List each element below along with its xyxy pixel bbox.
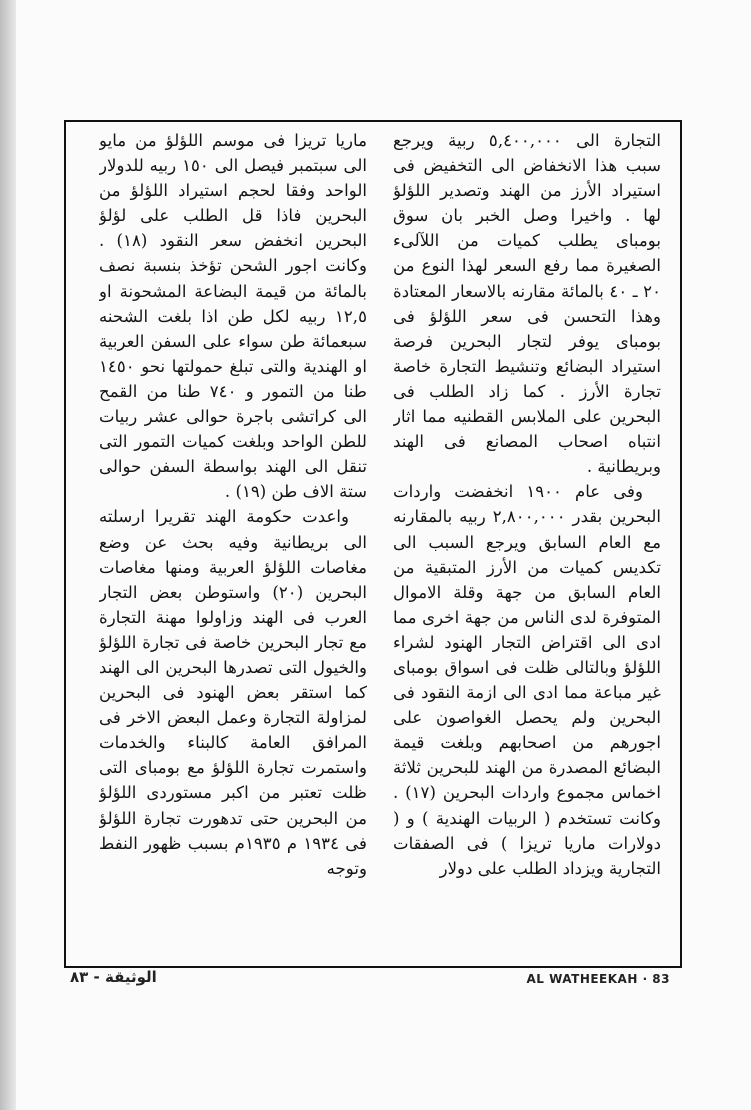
scan-gutter-shadow: [0, 0, 16, 1110]
footer-arabic-page-label: الوثيقة - ٨٣: [70, 968, 157, 986]
text-column-left: [99, 128, 367, 964]
paragraph: واعدت حكومة الهند تقريرا ارسلته الى بريطانية وفيه بحث عن وضع مغاصات اللؤلؤ العربية ومنها مغاصات البحرين (٢٠) واستوطن بعض التجار العرب فى الهند وزاولوا مهنة التجارة مع تجار البحرين خاصة فى تجارة اللؤلؤ والخيول التى تصدرها البحرين الى الهند كما استقر بعض الهنود فى البحرين لمزاولة التجارة وعمل البعض الاخر فى المرافق العامة كالبناء والخدمات واستمرت تجارة اللؤلؤ مع بومباى التى ظلت تعتبر من اكبر مستوردى اللؤلؤ من البحرين حتى تدهورت تجارة اللؤلؤ فى ١٩٣٤ م ١٩٣٥م بسبب ظهور النفط وتوجه: [99, 507, 367, 878]
paragraph: وفى عام ١٩٠٠ انخفضت واردات البحرين بقدر ٢,٨٠٠,٠٠٠ ربيه بالمقارنه مع العام السابق ويرجع السبب الى تكديس كميات من الأرز المتبقية من العام السابق من جهة وقلة الاموال المتوفرة لدى الناس من جهة اخرى مما ادى الى اقتراض التجار الهنود لشراء اللؤلؤ وبالتالى ظلت فى اسواق بومباى غير مباعة مما ادى الى ازمة النقود فى البحرين ولم يحصل الغواصون على اجورهم من اصحابهم وبلغت قيمة البضائع المصدرة من الهند للبحرين ثلاثة اخماس مجموع واردات البحرين (١٧) . وكانت تستخدم ( الربيات الهندية ) و ( دولارات ماريا تريزا ) فى الصفقات التجارية ويزداد الطلب على دولار: [393, 482, 661, 878]
paragraph: التجارة الى ٥,٤٠٠,٠٠٠ ربية ويرجع سبب هذا الانخفاض الى التخفيض فى استيراد الأرز من الهند وتصدير اللؤلؤ لها . واخيرا وصل الخبر بان سوق بومباى يطلب كميات من اللآلىء الصغيرة مما رفع السعر لهذا النوع من ٢٠ ـ ٤٠ بالمائة مقارنه بالاسعار المعتادة وهذا التحسن فى سعر اللؤلؤ فى بومباى يوفر لتجار البحرين فرصة استيراد البضائع وتنشيط التجارة خاصة تجارة الأرز . كما زاد الطلب فى البحرين على الملابس القطنيه مما اثار انتباه اصحاب المصانع فى الهند وبريطانية .: [393, 131, 661, 477]
text-column-right: [393, 128, 661, 964]
paragraph: ماريا تريزا فى موسم اللؤلؤ من مايو الى سبتمبر فيصل الى ١٥٠ ربيه للدولار الواحد وفقا لحجم استيراد اللؤلؤ من البحرين فاذا قل الطلب على لؤلؤ البحرين انخفض سعر النقود (١٨) . وكانت اجور الشحن تؤخذ بنسبة نصف بالمائة من قيمة البضاعة المشحونة او ١٢,٥ ربيه لكل طن اذا بلغت الشحنه سبعمائة طن سواء على السفن العربية او الهندية والتى تبلغ حمولتها نحو ١٤٥٠ طنا من التمور و ٧٤٠ طنا من القمح الى كراتشى باجرة حوالى عشر ربيات للطن الواحد وبلغت كميات التمور التى تنقل الى الهند بواسطة السفن حوالى ستة الاف طن (١٩) .: [99, 131, 367, 502]
footer-english-page-label: AL WATHEEKAH · 83: [526, 972, 670, 986]
